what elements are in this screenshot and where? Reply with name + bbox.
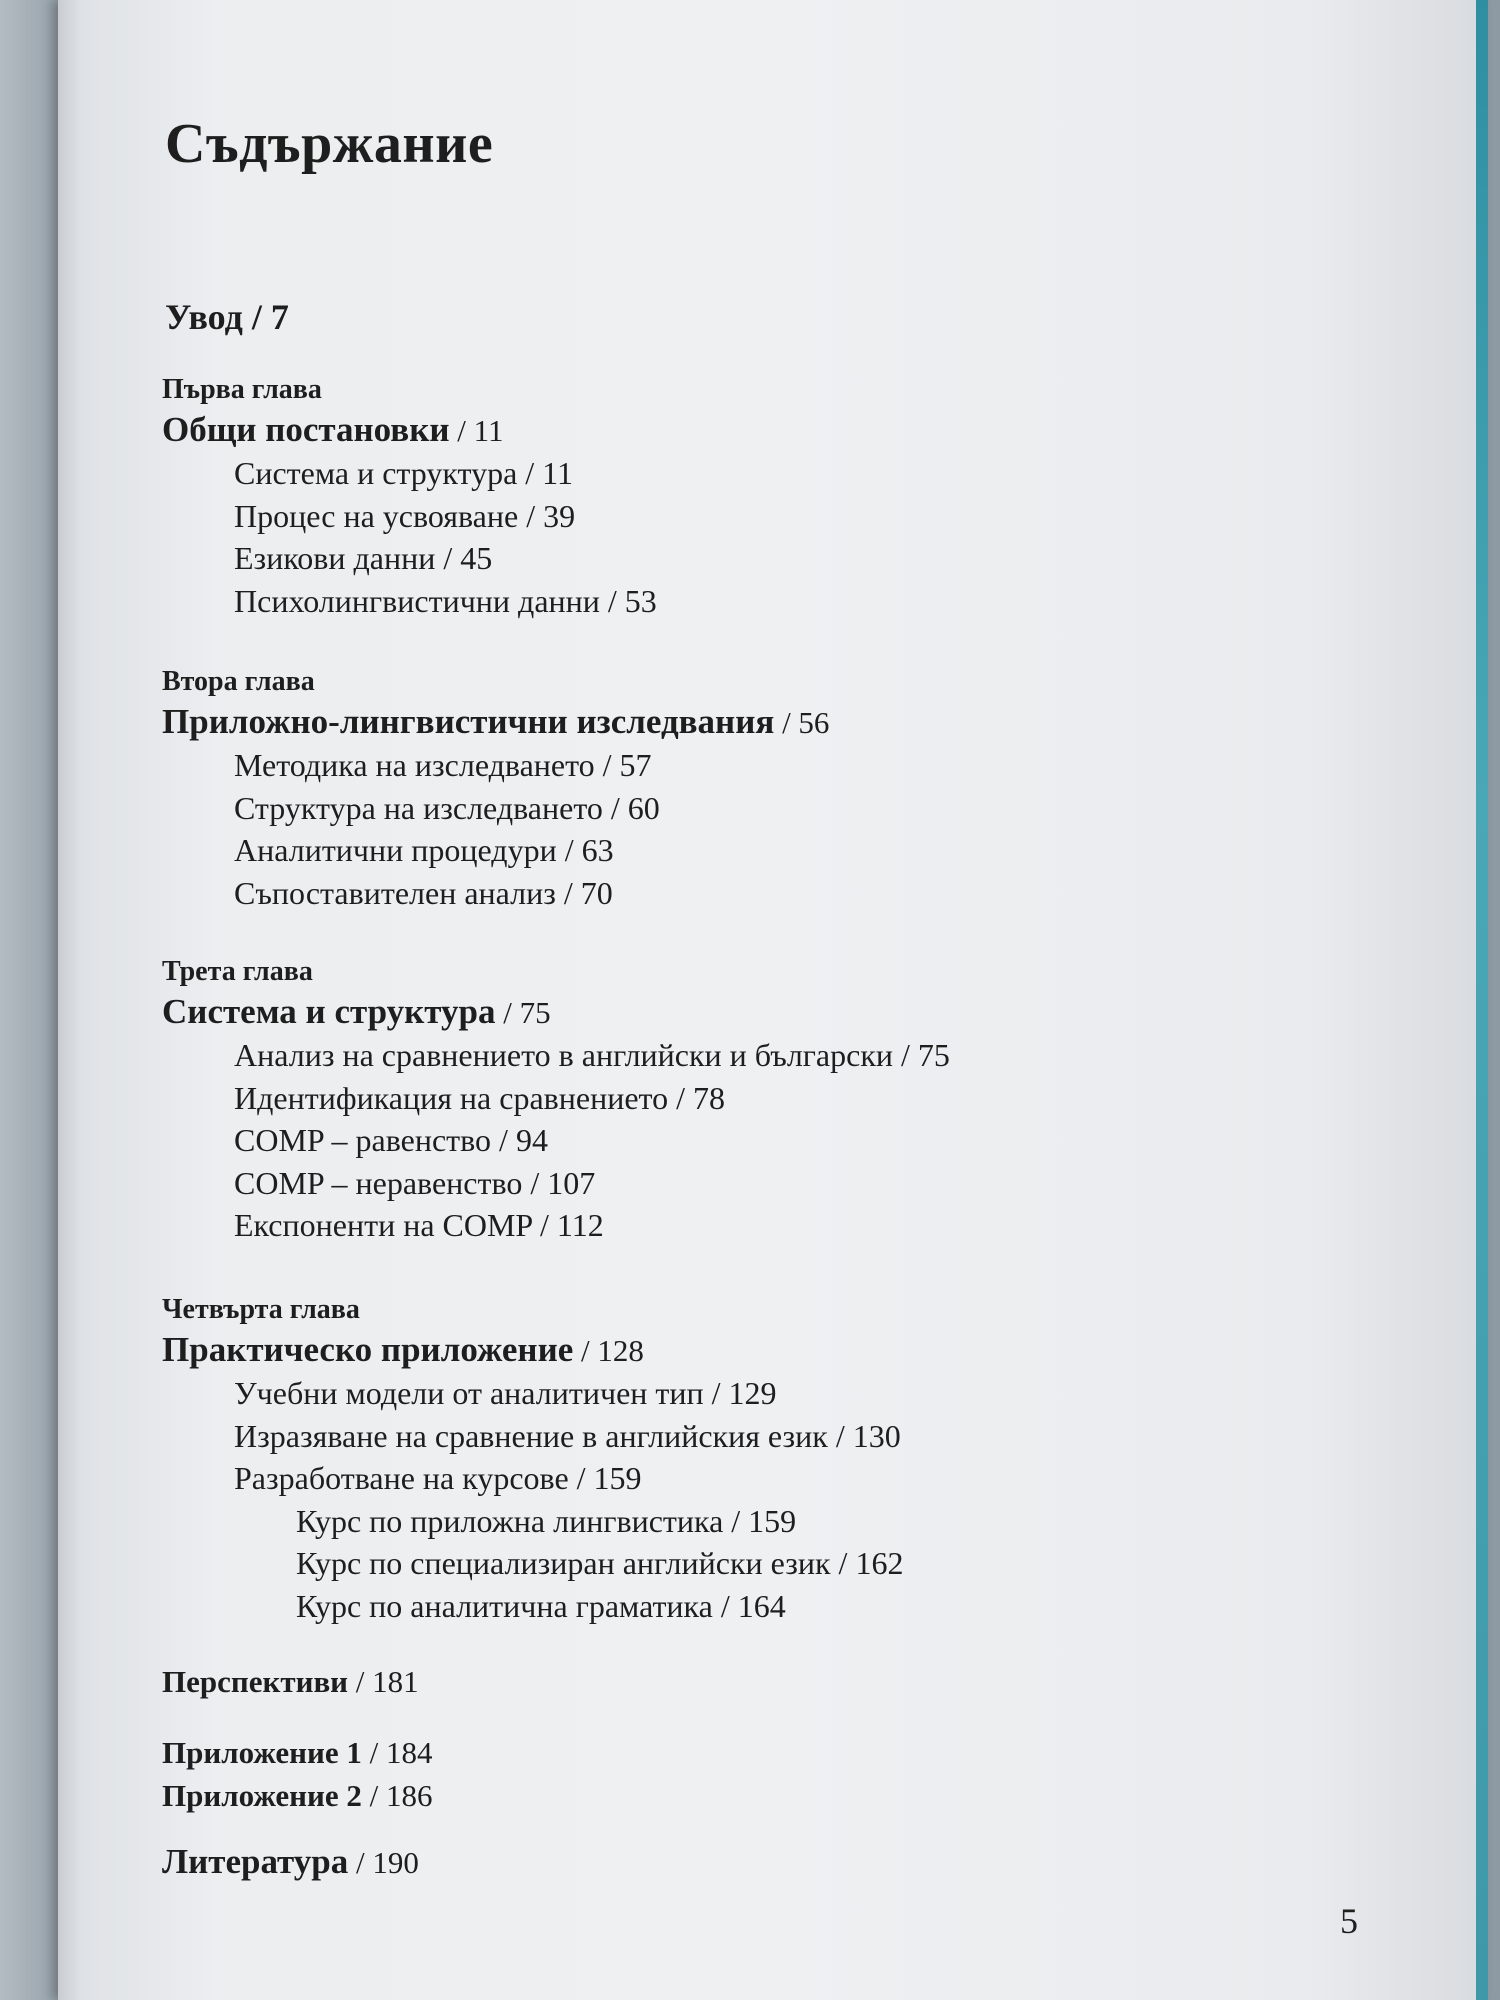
- chapter-heading-page: / 75: [495, 995, 551, 1030]
- toc-item: COMP – равенство / 94: [234, 1122, 548, 1158]
- appendix-1-page: / 184: [361, 1735, 433, 1770]
- toc-item: Учебни модели от аналитичен тип / 129: [234, 1375, 777, 1411]
- toc-item: Идентификация на сравнението / 78: [234, 1079, 725, 1116]
- chapter-heading-title: Общи постановки: [162, 410, 450, 449]
- toc-item: Процес на усвояване / 39: [234, 497, 576, 534]
- toc-appendix-2: [162, 1775, 433, 1817]
- chapter-heading-page: / 128: [573, 1333, 644, 1368]
- toc-literature: [162, 1840, 419, 1884]
- chapter-label: Първа глава: [162, 374, 322, 405]
- toc-item: Система и структура / 11: [234, 455, 573, 491]
- toc-item: COMP – неравенство / 107: [234, 1164, 596, 1201]
- chapter-label: Трета глава: [162, 956, 313, 987]
- toc-item: Методика на изследването / 57: [234, 747, 652, 783]
- toc-subitem: Курс по специализиран английски език / 162: [296, 1545, 904, 1581]
- chapter-heading-title: Практическо приложение: [162, 1330, 574, 1369]
- toc-item: Езикови данни / 45: [234, 540, 493, 576]
- toc-item: Експоненти на COMP / 112: [234, 1207, 604, 1243]
- toc-subitem: Курс по приложна лингвистика / 159: [296, 1502, 797, 1539]
- literature-page: / 190: [348, 1845, 419, 1880]
- chapter-heading-title: Приложно-лингвистични изследвания: [162, 702, 775, 741]
- page-title: Съдържание: [165, 113, 494, 175]
- toc-item: Анализ на сравнението в английски и български / 75: [234, 1037, 950, 1073]
- chapter-2: [162, 664, 829, 914]
- appendix-1-title: Приложение 1: [162, 1735, 362, 1770]
- toc-item: Разработване на курсове / 159: [234, 1460, 642, 1496]
- chapter-3: [162, 954, 950, 1247]
- chapter-1: [162, 372, 657, 622]
- toc-item: Изразяване на сравнение в английския език / 130: [234, 1417, 901, 1454]
- chapter-label: Четвърта глава: [162, 1294, 360, 1325]
- toc-subitem: Курс по аналитична граматика / 164: [296, 1587, 786, 1624]
- literature-title: Литература: [162, 1842, 349, 1881]
- chapter-heading-page: / 11: [449, 413, 504, 448]
- page-number: 5: [1340, 1901, 1358, 1941]
- cover-edge: [1476, 0, 1488, 2000]
- chapter-heading: [162, 408, 657, 452]
- chapter-heading: [162, 990, 950, 1034]
- toc-intro: Увод / 7: [165, 297, 289, 337]
- chapter-heading-title: Система и структура: [162, 992, 496, 1031]
- perspectives-title: Перспективи: [162, 1664, 349, 1699]
- appendix-2-page: / 186: [361, 1778, 433, 1813]
- chapter-4: [162, 1292, 903, 1627]
- chapter-heading: [162, 700, 829, 744]
- chapter-label: Втора глава: [162, 666, 315, 697]
- chapter-heading: [162, 1328, 903, 1372]
- appendix-2-title: Приложение 2: [162, 1778, 362, 1813]
- toc-perspectives: [162, 1661, 419, 1703]
- perspectives-page: / 181: [348, 1664, 419, 1699]
- toc-item: Аналитични процедури / 63: [234, 832, 614, 868]
- toc-item: Психолингвистични данни / 53: [234, 582, 657, 619]
- chapter-heading-page: / 56: [774, 705, 830, 740]
- toc-item: Структура на изследването / 60: [234, 789, 660, 826]
- book-left-edge: [0, 0, 58, 2000]
- toc-item: Съпоставителен анализ / 70: [234, 874, 613, 911]
- toc-appendix-1: [162, 1732, 433, 1774]
